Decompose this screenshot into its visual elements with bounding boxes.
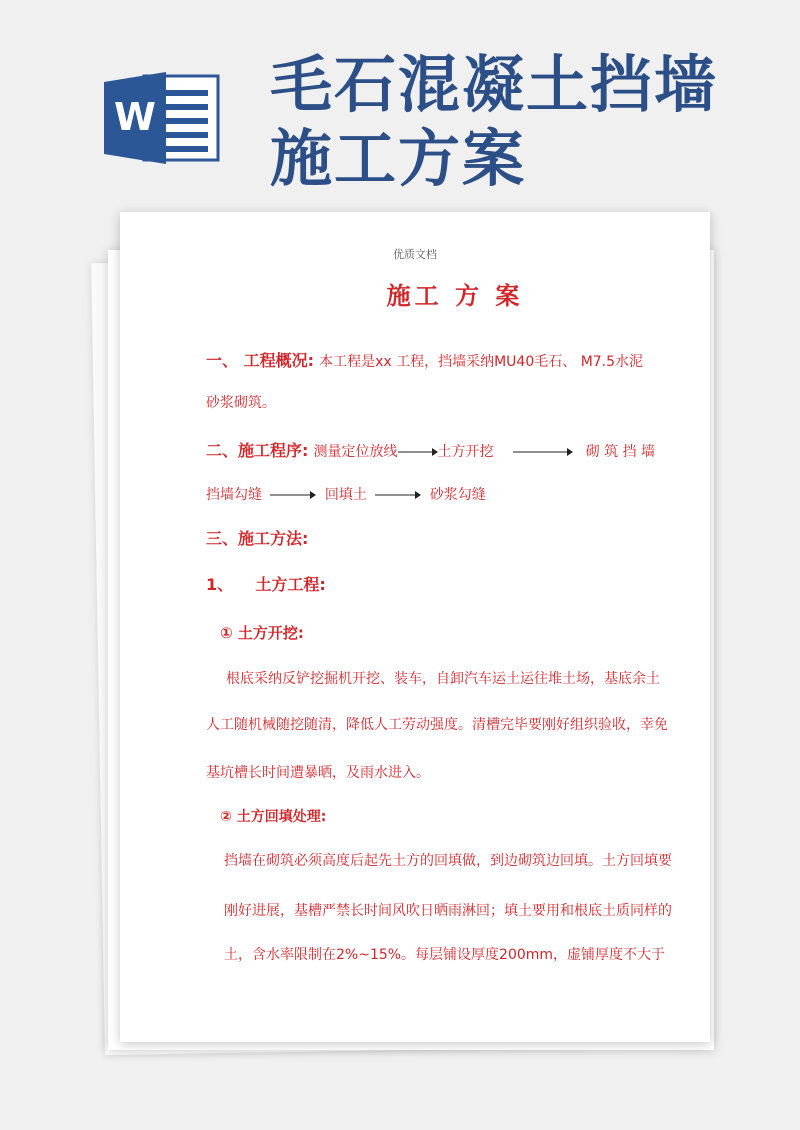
section2-row1 (206, 438, 655, 461)
item2-line: 刚好进展，基槽严禁长时间风吹日晒雨淋回；填土要用和根底土质同样的 (224, 903, 672, 919)
section3-sub1: 1、 土方工程: (206, 575, 326, 594)
step-masonry: 砌 筑 挡 墙 (585, 444, 656, 460)
page-header: 优质文档 (393, 248, 437, 261)
step-excavation: 土方开挖 (437, 444, 494, 460)
section1-heading: 一、 工程概况: (206, 351, 314, 370)
section1-line1 (206, 348, 643, 371)
section3-heading: 三、施工方法: (206, 529, 309, 548)
banner-title: 毛石混凝土挡墙施工方案 (270, 48, 719, 195)
item1-heading: ① 土方开挖: (220, 624, 304, 642)
section1-text: 本工程是xx 工程，挡墙采纳MU40毛石、 M7.5水泥 (319, 354, 644, 370)
document-page (120, 212, 710, 1042)
arrow-right-icon (513, 447, 573, 457)
item1-line: 根底采纳反铲挖掘机开挖、装车，自卸汽车运土运往堆土场，基底余土 (226, 671, 660, 687)
item2-heading: ② 土方回填处理: (220, 809, 327, 825)
arrow-right-icon (270, 490, 316, 500)
step-mortar-pointing: 砂浆勾缝 (429, 487, 486, 503)
section2-row2 (206, 484, 486, 504)
word-document-icon (104, 72, 222, 164)
section1-line2: 砂浆砌筑。 (206, 395, 276, 411)
step-survey: 测量定位放线 (313, 444, 398, 460)
word-logo-letter: W (114, 95, 156, 139)
item1-line: 人工随机械随挖随清，降低人工劳动强度。清槽完毕要刚好组织验收，幸免 (206, 717, 668, 733)
arrow-right-icon (375, 490, 421, 500)
step-backfill: 回填土 (324, 487, 367, 503)
item2-line: 土，含水率限制在2%~15%。每层铺设厚度200mm，虚铺厚度不大于 (224, 947, 666, 963)
section2-heading: 二、施工程序: (206, 441, 309, 460)
item1-line: 基坑槽长时间遭暴晒，及雨水进入。 (206, 765, 430, 781)
step-pointing: 挡墙勾缝 (206, 487, 262, 503)
document-title: 施工 方 案 (386, 282, 524, 310)
item2-line: 挡墙在砌筑必须高度后起先土方的回填做，到边砌筑边回填。土方回填要 (224, 853, 672, 869)
arrow-right-icon (398, 447, 438, 457)
